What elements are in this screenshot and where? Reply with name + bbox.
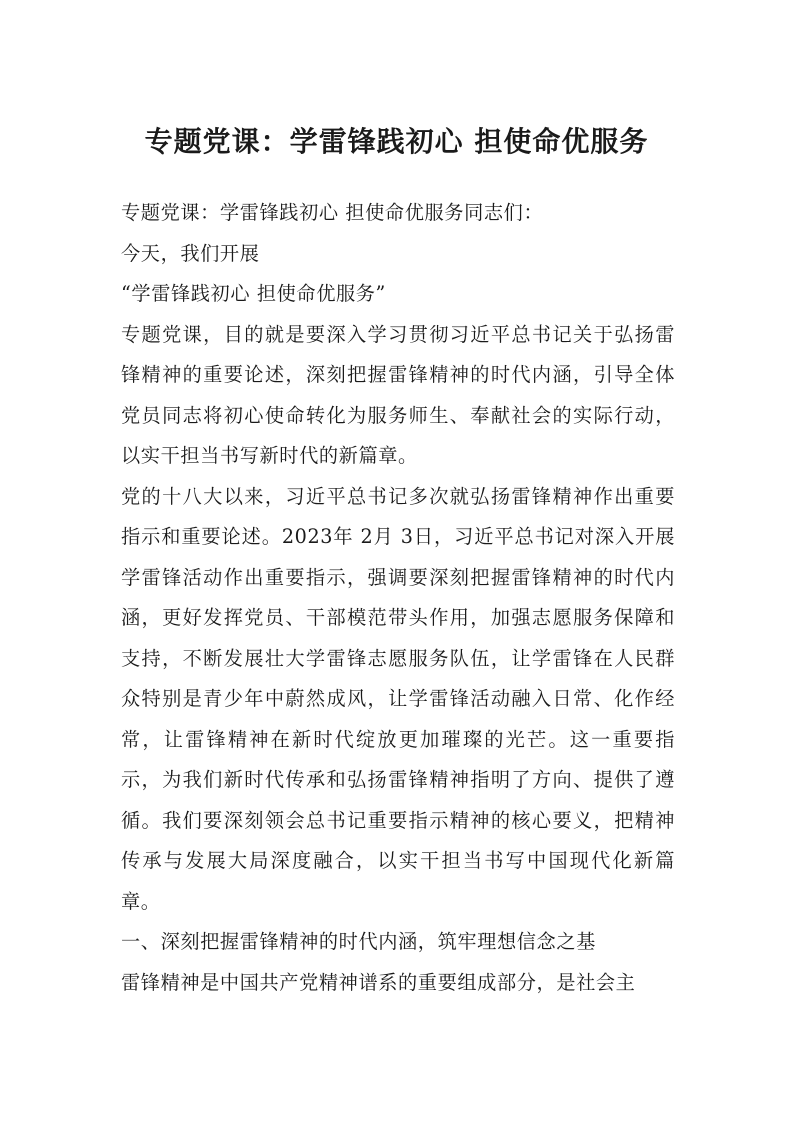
section-heading-1: 一、深刻把握雷锋精神的时代内涵，筑牢理想信念之基 xyxy=(121,930,596,953)
document-title: 专题党课：学雷锋践初心 担使命优服务 xyxy=(144,125,649,158)
purpose-paragraph: 专题党课，目的就是要深入学习贯彻习近平总书记关于弘扬雷锋精神的重要论述，深刻把握雷锋精神的时代内涵，引导全体党员同志将初心使命转化为服务师生、奉献社会的实际行动，以实干担当书写新时代的新篇章。 xyxy=(121,322,675,467)
section-1-paragraph: 雷锋精神是中国共产党精神谱系的重要组成部分，是社会主 xyxy=(121,970,636,994)
background-paragraph: 党的十八大以来，习近平总书记多次就弘扬雷锋精神作出重要指示和重要论述。2023年 2月 3日，习近平总书记对深入开展学雷锋活动作出重要指示，强调要深刻把握雷锋精神的时代内涵，更好发挥党员、干部模范带头作用，加强志愿服务保障和支持，不断发展壮大学雷锋志愿服务队伍，让学雷锋在人民群众特别是青少年中蔚然成风，让学雷锋活动融入日常、化作经常，让雷锋精神在新时代绽放更加璀璨的光芒。这一重要指示，为我们新时代传承和弘扬雷锋精神指明了方向、提供了遵循。我们要深刻领会总书记重要指示精神的核心要义，把精神传承与发展大局深度融合，以实干担当书写中国现代化新篇章。 xyxy=(121,484,675,913)
quoted-topic-line: “学雷锋践初心 担使命优服务” xyxy=(121,282,386,305)
document-body xyxy=(121,193,675,1003)
intro-line: 今天，我们开展 xyxy=(121,241,260,265)
salutation-paragraph: 专题党课：学雷锋践初心 担使命优服务同志们： xyxy=(121,201,544,224)
